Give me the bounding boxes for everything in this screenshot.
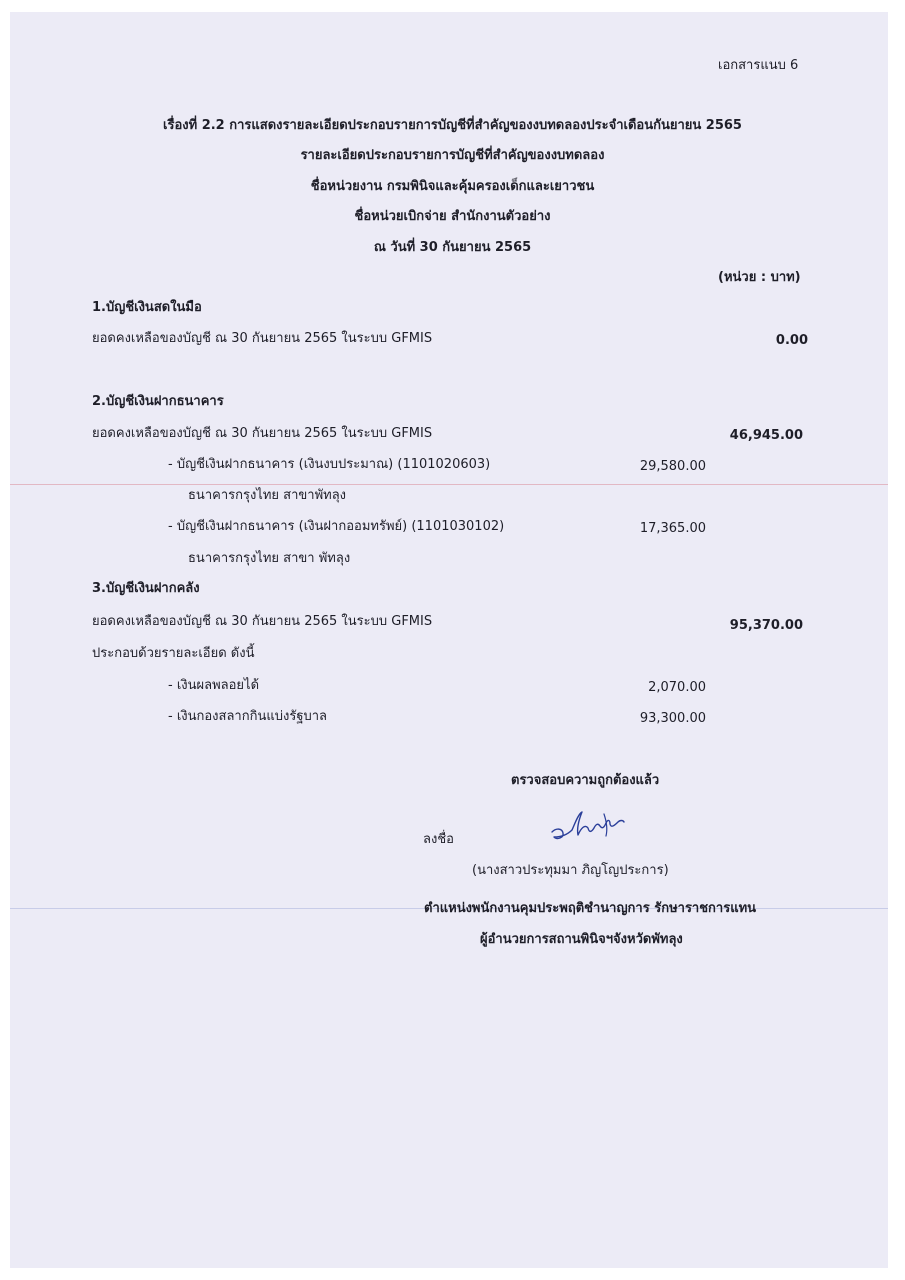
header-subtitle: รายละเอียดประกอบรายการบัญชีที่สำคัญของงบทดลอง	[300, 148, 605, 163]
treasury-item-amount: 2,070.00	[648, 680, 706, 695]
treasury-item-label: - เงินผลพลอยได้	[168, 678, 260, 693]
section-total-cash: 0.00	[775, 333, 808, 348]
verified-statement: ตรวจสอบความถูกต้องแล้ว	[511, 773, 660, 788]
signature-icon	[548, 806, 628, 852]
bank-account-amount: 17,365.00	[639, 521, 706, 536]
agency-name: ชื่อหน่วยงาน กรมพินิจและคุ้มครองเด็กและเยาวชน	[310, 179, 595, 194]
bank-account-amount: 29,580.00	[639, 459, 706, 474]
section-title-bank: 2.บัญชีเงินฝากธนาคาร	[92, 394, 224, 409]
treasury-item-label: - เงินกองสลากกินแบ่งรัฐบาล	[168, 709, 328, 724]
section-total-treasury: 95,370.00	[729, 618, 803, 633]
signatory-name: (นางสาวประทุมมา ภิญโญประการ)	[472, 863, 669, 878]
attachment-label: เอกสารแนบ 6	[718, 58, 799, 73]
bank-account-label: - บัญชีเงินฝากธนาคาร (เงินงบประมาณ) (1101020603)	[168, 457, 491, 472]
section-title-treasury: 3.บัญชีเงินฝากคลัง	[92, 581, 200, 596]
balance-label: ยอดคงเหลือของบัญชี ณ 30 กันยายน 2565 ในระบบ GFMIS	[92, 331, 433, 346]
treasury-item-amount: 93,300.00	[639, 711, 706, 726]
balance-label: ยอดคงเหลือของบัญชี ณ 30 กันยายน 2565 ในระบบ GFMIS	[92, 426, 433, 441]
document-page	[10, 12, 888, 1268]
bank-account-label: - บัญชีเงินฝากธนาคาร (เงินฝากออมทรัพย์) (1101030102)	[168, 519, 505, 534]
bank-branch: ธนาคารกรุงไทย สาขา พัทลุง	[188, 551, 351, 566]
section-total-bank: 46,945.00	[729, 428, 803, 443]
unit-label: (หน่วย : บาท)	[718, 270, 801, 285]
detail-label: ประกอบด้วยรายละเอียด ดังนี้	[92, 646, 255, 661]
section-title-cash: 1.บัญชีเงินสดในมือ	[92, 300, 202, 315]
sign-label: ลงชื่อ	[423, 832, 454, 847]
scan-artifact-line	[10, 484, 888, 485]
bank-branch: ธนาคารกรุงไทย สาขาพัทลุง	[188, 488, 347, 503]
disbursement-unit: ชื่อหน่วยเบิกจ่าย สำนักงานตัวอย่าง	[354, 209, 551, 224]
balance-label: ยอดคงเหลือของบัญชี ณ 30 กันยายน 2565 ในระบบ GFMIS	[92, 614, 433, 629]
signatory-position: ตำแหน่งพนักงานคุมประพฤติชำนาญการ รักษาราชการแทน	[424, 901, 757, 916]
as-of-date: ณ วันที่ 30 กันยายน 2565	[373, 240, 532, 255]
header-title: เรื่องที่ 2.2 การแสดงรายละเอียดประกอบรายการบัญชีที่สำคัญของงบทดลองประจำเดือนกันยายน 2565	[163, 118, 742, 133]
signatory-office: ผู้อำนวยการสถานพินิจฯจังหวัดพัทลุง	[480, 932, 683, 947]
